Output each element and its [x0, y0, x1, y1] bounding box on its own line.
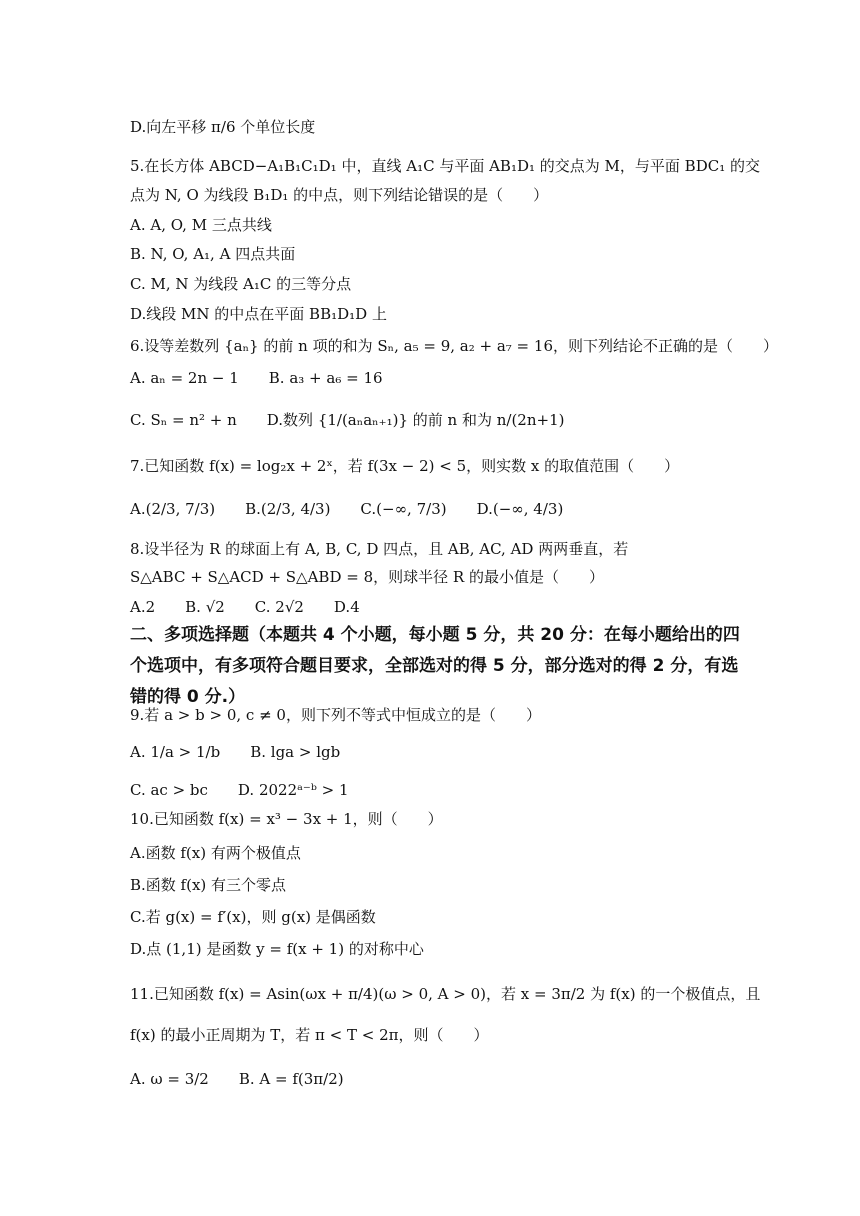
q11-stem-line-1: 11.已知函数 f(x) = Asin(ωx + π/4)(ω > 0, A > 0)，若 x = 3π/2 为 f(x) 的一个极值点，且	[130, 985, 761, 1003]
section-heading-multiple-choice: 二、多项选择题（本题共 4 个小题，每小题 5 分，共 20 分：在每小题给出的四个选项中，有多项符合题目要求，全部选对的得 5 分，部分选对的得 2 分，有选错的得 0 分.）	[130, 625, 740, 707]
q8-stem-line-2: S△ABC + S△ACD + S△ABD = 8，则球半径 R 的最小值是（ ）	[130, 568, 604, 586]
q5-option-d: D.线段 MN 的中点在平面 BB₁D₁D 上	[130, 305, 387, 323]
q8-options: A.2 B. √2 C. 2√2 D.4	[130, 598, 360, 616]
q6-options-cd: C. Sₙ = n² + n D.数列 {1/(aₙaₙ₊₁)} 的前 n 和为 n/(2n+1)	[130, 411, 565, 429]
q8-stem-line-1: 8.设半径为 R 的球面上有 A, B, C, D 四点，且 AB, AC, AD 两两垂直，若	[130, 540, 629, 558]
q10-option-a: A.函数 f(x) 有两个极值点	[130, 844, 301, 862]
q4-option-d: D.向左平移 π/6 个单位长度	[130, 118, 316, 136]
q6-stem: 6.设等差数列 {aₙ} 的前 n 项的和为 Sₙ, a₅ = 9, a₂ + a₇ = 16，则下列结论不正确的是（ ）	[130, 337, 778, 355]
q11-options: A. ω = 3/2 B. A = f(3π/2)	[130, 1070, 344, 1088]
q10-option-b: B.函数 f(x) 有三个零点	[130, 876, 287, 894]
q5-option-a: A. A, O, M 三点共线	[130, 216, 272, 234]
q10-stem: 10.已知函数 f(x) = x³ − 3x + 1，则（ ）	[130, 810, 443, 828]
q5-option-c: C. M, N 为线段 A₁C 的三等分点	[130, 275, 352, 293]
q9-options-cd: C. ac > bc D. 2022ᵃ⁻ᵇ > 1	[130, 781, 349, 799]
q6-options-ab: A. aₙ = 2n − 1 B. a₃ + a₆ = 16	[130, 369, 383, 387]
q10-option-d: D.点 (1,1) 是函数 y = f(x + 1) 的对称中心	[130, 940, 424, 958]
q5-stem-line-2: 点为 N, O 为线段 B₁D₁ 的中点，则下列结论错误的是（ ）	[130, 186, 549, 204]
q11-stem-line-2: f(x) 的最小正周期为 T，若 π < T < 2π，则（ ）	[130, 1026, 489, 1044]
q9-options-ab: A. 1/a > 1/b B. lga > lgb	[130, 743, 341, 761]
q5-option-b: B. N, O, A₁, A 四点共面	[130, 245, 296, 263]
q10-option-c: C.若 g(x) = f′(x)，则 g(x) 是偶函数	[130, 908, 376, 926]
q5-stem-line-1: 5.在长方体 ABCD−A₁B₁C₁D₁ 中，直线 A₁C 与平面 AB₁D₁ 的交点为 M，与平面 BDC₁ 的交	[130, 157, 760, 175]
q7-options: A.(2/3, 7/3) B.(2/3, 4/3) C.(−∞, 7/3) D.(−∞, 4/3)	[130, 500, 564, 518]
q9-stem: 9.若 a > b > 0, c ≠ 0，则下列不等式中恒成立的是（ ）	[130, 706, 541, 724]
q7-stem: 7.已知函数 f(x) = log₂x + 2ˣ，若 f(3x − 2) < 5，则实数 x 的取值范围（ ）	[130, 457, 680, 475]
